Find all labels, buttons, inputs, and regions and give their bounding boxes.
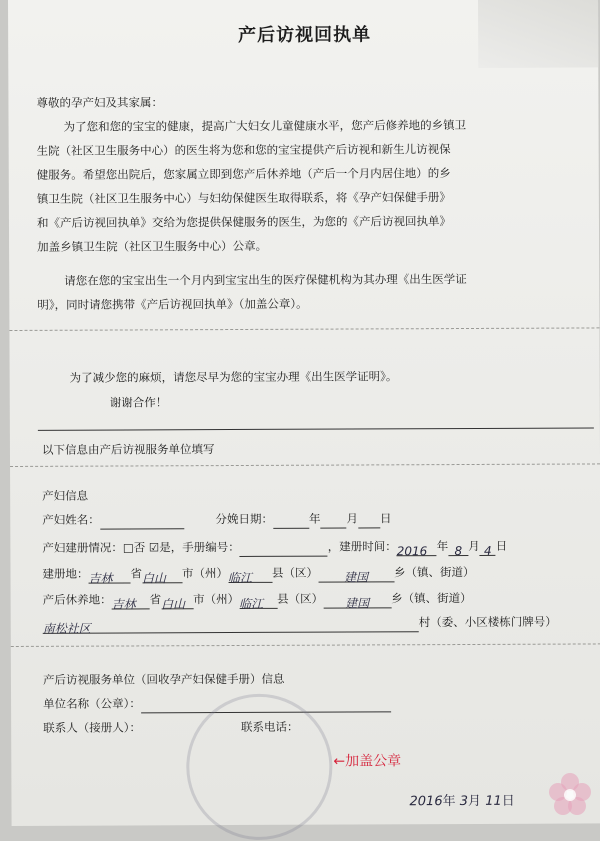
record-county-value[interactable]: 临江 xyxy=(228,568,272,583)
county-unit: 县（区） xyxy=(271,565,319,580)
record-month-unit: 月 xyxy=(468,538,480,553)
province-unit: 省 xyxy=(130,566,143,581)
intro-line-1: 为了您和您的宝宝的健康，提高广大妇女儿童健康水平，您产后修养地的乡镇卫 xyxy=(63,118,467,134)
postpartum-county-value[interactable]: 临江 xyxy=(239,594,277,609)
record-day-value[interactable]: 4 xyxy=(480,541,496,556)
record-year-value[interactable]: 2016 xyxy=(397,541,437,556)
delivery-year-field[interactable] xyxy=(273,514,309,529)
paper-fold xyxy=(478,0,598,68)
village-row xyxy=(43,612,557,634)
record-town-value[interactable]: 建国 xyxy=(318,567,394,582)
record-row xyxy=(42,536,507,558)
delivery-month-field[interactable] xyxy=(320,514,346,529)
salutation: 尊敬的孕产妇及其家属： xyxy=(36,95,163,110)
year-unit: 年 xyxy=(308,511,321,526)
town-unit: 乡（镇、街道） xyxy=(393,564,475,580)
record-number-field[interactable] xyxy=(240,542,328,557)
intro-line-6: 加盖乡镇卫生院（社区卫生服务中心）公章。 xyxy=(37,238,268,254)
record-city-value[interactable]: 白山 xyxy=(142,568,182,583)
cut-line-2 xyxy=(10,463,600,467)
day-unit: 日 xyxy=(379,511,392,526)
reminder-text: 为了减少您的麻烦，请您尽早为您的宝宝办理《出生医学证明》。 xyxy=(69,369,398,385)
postpartum-address-row xyxy=(43,588,472,610)
mother-name-row xyxy=(42,508,391,530)
sign-year-value: 2016 xyxy=(409,794,443,810)
postpartum-town-value[interactable]: 建国 xyxy=(323,593,391,608)
para2-line-2: 明》，同时请您携带《产后访视回执单》（加盖公章）。 xyxy=(37,296,308,312)
month-unit: 月 xyxy=(346,511,358,526)
record-month-value[interactable]: 8 xyxy=(448,541,468,556)
province-unit-2: 省 xyxy=(149,592,162,607)
form-title: 产后访视回执单 xyxy=(238,24,372,46)
sign-month-value: 3 xyxy=(459,794,469,810)
delivery-day-field[interactable] xyxy=(358,513,380,528)
record-time-label: ，建册时间： xyxy=(327,539,397,554)
contact-label: 联系人（接册人）： xyxy=(43,720,141,735)
sign-day-unit: 日 xyxy=(501,793,515,809)
mother-info-subtitle: 产妇信息 xyxy=(42,488,89,503)
official-seal xyxy=(186,694,333,841)
intro-line-3: 健服务。希望您出院后，您家属立即到您产后休养地（产后一个月内居住地）的乡 xyxy=(36,166,451,182)
mother-name-label: 产妇姓名： xyxy=(42,512,100,527)
section1-header: 以下信息由产后访视服务单位填写 xyxy=(41,442,215,457)
mother-name-field[interactable] xyxy=(100,514,184,529)
town-unit-2: 乡（镇、街道） xyxy=(391,590,472,606)
village-value[interactable]: 南松社区 xyxy=(43,617,419,634)
record-address-row xyxy=(42,562,474,584)
section2-header: 产后访视服务单位（回收孕产妇保健手册）信息 xyxy=(42,671,285,687)
village-suffix: 村（委、小区楼栋门牌号） xyxy=(418,614,557,630)
sign-date xyxy=(409,790,514,809)
intro-line-5: 和《产后访视回执单》交给为您提供保健服务的医生，为您的《产后访视回执单》 xyxy=(36,214,451,230)
delivery-date-label: 分娩日期： xyxy=(215,511,273,527)
thanks-text: 谢谢合作！ xyxy=(109,395,168,410)
stamp-note: ←加盖公章 xyxy=(333,753,402,770)
record-address-label: 建册地： xyxy=(42,566,89,581)
unit-name-label: 单位名称（公章）： xyxy=(43,696,141,711)
record-day-unit: 日 xyxy=(495,538,508,553)
para2-line-1: 请您在您的宝宝出生一个月内到宝宝出生的医疗保健机构为其办理《出生医学证 xyxy=(64,272,467,288)
county-unit-2: 县（区） xyxy=(277,591,324,606)
intro-line-4: 镇卫生院（社区卫生服务中心）与妇幼保健医生取得联系，将《孕产妇保健手册》 xyxy=(36,190,451,206)
sign-month-unit: 月 xyxy=(468,793,482,810)
sign-year-unit: 年 xyxy=(442,794,456,810)
sign-day-value: 11 xyxy=(485,793,502,809)
divider xyxy=(38,427,594,430)
flower-watermark-icon xyxy=(546,770,594,818)
postpartum-city-value[interactable]: 白山 xyxy=(161,594,193,609)
cut-line-3 xyxy=(11,643,600,647)
phone-label: 联系电话： xyxy=(240,719,299,734)
postpartum-province-value[interactable]: 吉林 xyxy=(112,594,150,609)
city-unit-2: 市（州） xyxy=(193,591,240,607)
record-province-value[interactable]: 吉林 xyxy=(88,568,130,583)
record-status-label: 产妇建册情况：□否 ☑是，手册编号： xyxy=(42,539,240,555)
postpartum-address-label: 产后休养地： xyxy=(42,592,112,607)
intro-line-2: 生院（社区卫生服务中心）的医生将为您和您的宝宝提供产后访视和新生儿访视保 xyxy=(36,142,451,158)
receipt-form xyxy=(8,0,600,826)
city-unit: 市（州） xyxy=(181,566,229,581)
record-year-unit: 年 xyxy=(436,539,449,554)
cut-line-1 xyxy=(9,327,599,331)
